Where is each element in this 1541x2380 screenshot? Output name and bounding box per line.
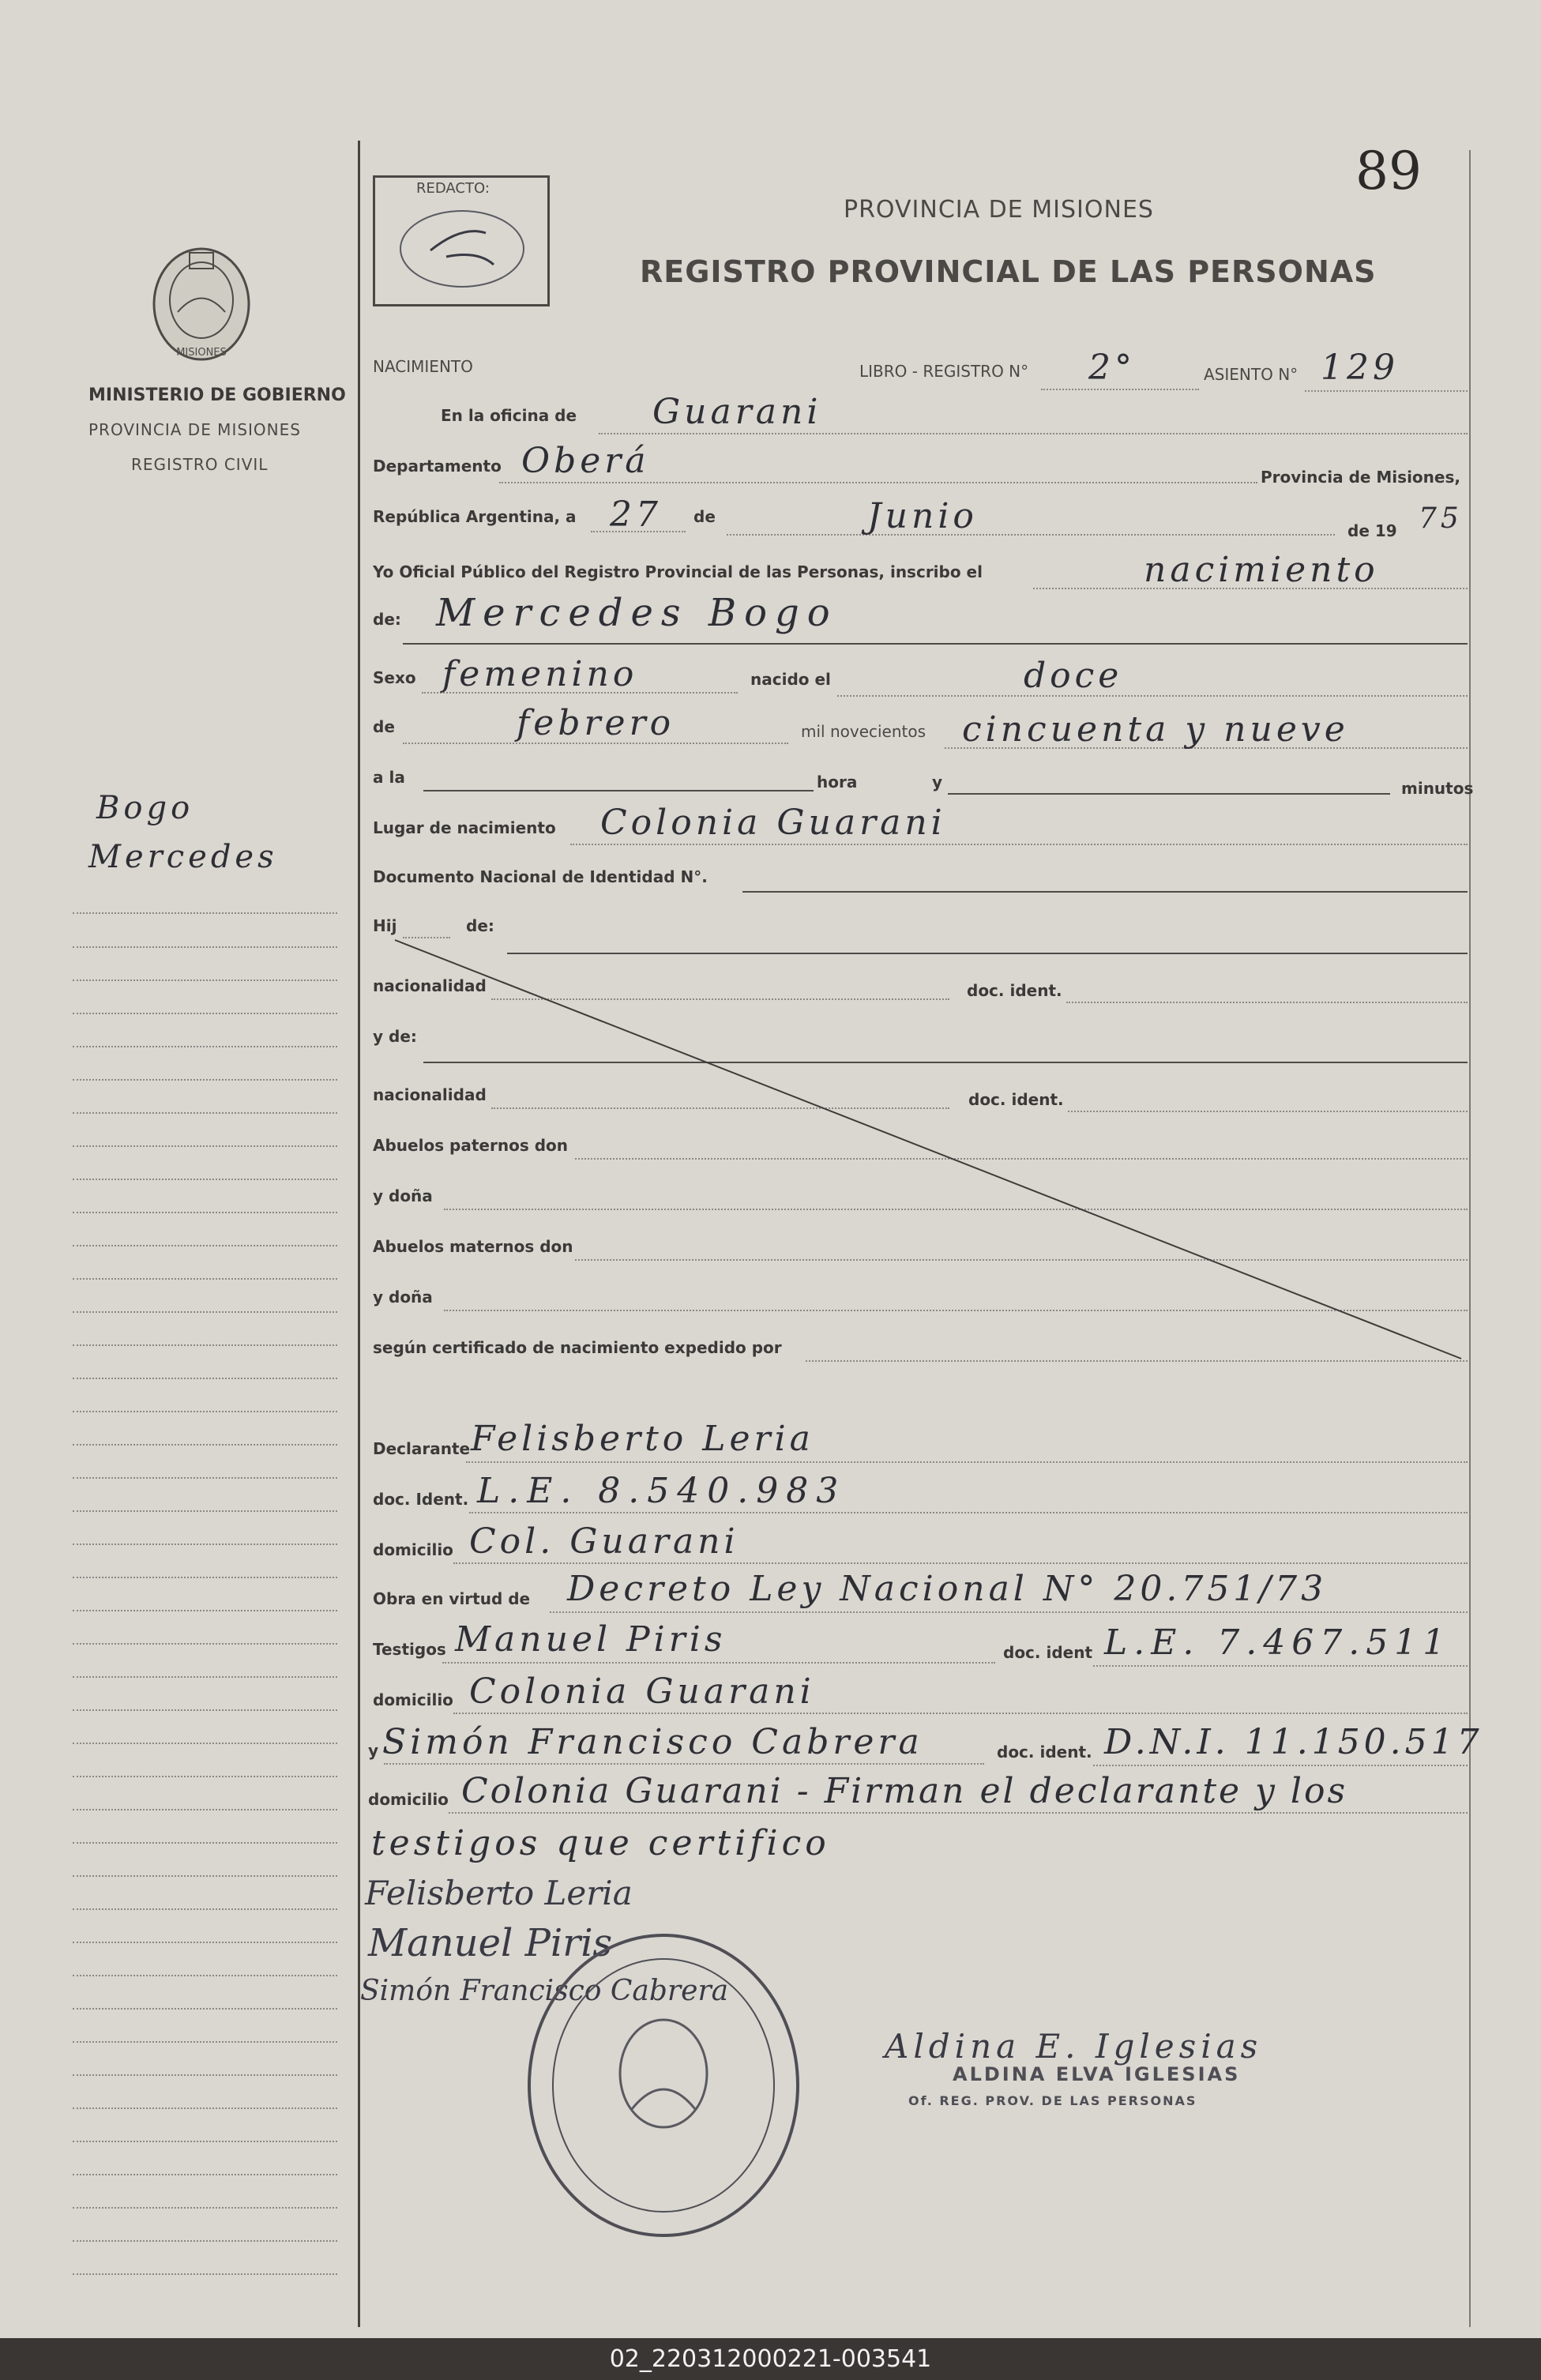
de-label: de <box>693 507 716 526</box>
y-de-label: y de: <box>373 1027 417 1046</box>
crest-seal-text: MISIONES <box>176 347 227 359</box>
official-signature: Aldina E. Iglesias <box>885 2027 1263 2066</box>
de2-label: de: <box>373 610 401 629</box>
signature-testigo1: Manuel Piris <box>368 1921 613 1965</box>
hij-label: Hij <box>373 916 397 935</box>
signature-testigo2: Simón Francisco Cabrera <box>360 1975 729 2007</box>
testigo1-doc-value: L.E. 7.467.511 <box>1104 1622 1452 1663</box>
asiento-label: ASIENTO N° <box>1204 365 1299 384</box>
doc-ident-decl-value: L.E. 8.540.983 <box>477 1471 847 1511</box>
mes-value: Junio <box>867 496 978 536</box>
provincia-suffix: Provincia de Misiones, <box>1261 468 1460 487</box>
segun-label: según certificado de nacimiento expedido por <box>373 1338 782 1357</box>
official-stamp-title: Of. REG. PROV. DE LAS PERSONAS <box>908 2093 1197 2108</box>
lugar-label: Lugar de nacimiento <box>373 818 556 837</box>
sexo-label: Sexo <box>373 668 416 687</box>
asiento-value: 129 <box>1321 348 1399 388</box>
redacto-mark-icon <box>391 201 533 296</box>
libro-value: 2° <box>1088 348 1136 388</box>
file-id-footer: 02_220312000221-003541 <box>0 2338 1541 2380</box>
page-number: 89 <box>1355 141 1422 201</box>
lugar-value: Colonia Guarani <box>600 803 946 843</box>
doc-ident-t1-label: doc. ident <box>1003 1643 1093 1662</box>
a-la-label: a la <box>373 768 405 787</box>
signature-declarante: Felisberto Leria <box>365 1874 633 1912</box>
right-border-line <box>1469 150 1471 2327</box>
domicilio-decl-label: domicilio <box>373 1540 453 1559</box>
inscribo-value: nacimiento <box>1144 550 1379 590</box>
crest-emblem-icon <box>142 237 261 371</box>
anio-value: 75 <box>1419 502 1463 535</box>
abuelos-maternos-label: Abuelos maternos don <box>373 1237 573 1256</box>
yo-oficial-label: Yo Oficial Público del Registro Provincial de las Personas, inscribo el <box>373 562 983 581</box>
nacionalidad-label-2: nacionalidad <box>373 1085 487 1104</box>
declarante-label: Declarante <box>373 1439 471 1458</box>
testigo2-doc-value: D.N.I. 11.150.517 <box>1104 1722 1483 1762</box>
nacido-dia-value: doce <box>1024 656 1123 696</box>
crest-province: PROVINCIA DE MISIONES <box>88 420 301 439</box>
section-label: NACIMIENTO <box>373 357 473 376</box>
domicilio-t1-label: domicilio <box>373 1690 453 1709</box>
nacido-mes-value: febrero <box>517 703 675 743</box>
margin-note-surname: Bogo <box>96 790 194 826</box>
doc-ident-label-2: doc. ident. <box>968 1090 1064 1109</box>
y2-label: y <box>368 1741 379 1760</box>
official-seal-icon <box>521 1927 806 2243</box>
doc-ident-decl-label: doc. Ident. <box>373 1490 469 1509</box>
domicilio-t2-value: Colonia Guarani - Firman el declarante y los <box>461 1771 1348 1811</box>
continuation-value: testigos que certifico <box>371 1823 830 1863</box>
domicilio-decl-value: Col. Guarani <box>469 1521 739 1562</box>
anio-label: de 19 <box>1347 521 1397 540</box>
strike-line <box>387 932 1469 1367</box>
y-dona-label-1: y doña <box>373 1186 433 1205</box>
oficina-label: En la oficina de <box>441 406 577 425</box>
obra-label: Obra en virtud de <box>373 1589 531 1608</box>
hora-label: hora <box>817 773 858 791</box>
de3-label: de <box>373 717 395 736</box>
declarante-value: Felisberto Leria <box>471 1419 814 1459</box>
header-registry: REGISTRO PROVINCIAL DE LAS PERSONAS <box>640 254 1377 289</box>
doc-ident-label-1: doc. ident. <box>967 981 1062 1000</box>
dni-label: Documento Nacional de Identidad N°. <box>373 867 708 886</box>
departamento-value: Oberá <box>521 441 650 481</box>
nacido-anio-value: cincuenta y nueve <box>962 709 1349 750</box>
crest-registry: REGISTRO CIVIL <box>131 455 269 474</box>
nombre-value: Mercedes Bogo <box>436 591 838 635</box>
domicilio-t1-value: Colonia Guarani <box>469 1671 815 1712</box>
testigo1-value: Manuel Piris <box>455 1619 727 1660</box>
nacionalidad-label-1: nacionalidad <box>373 976 487 995</box>
nacido-label: nacido el <box>750 670 831 689</box>
margin-note-name: Mercedes <box>88 839 278 875</box>
redacto-label: REDACTO: <box>416 180 490 197</box>
domicilio-t2-label: domicilio <box>368 1790 449 1809</box>
departamento-label: Departamento <box>373 457 502 476</box>
crest-ministry: MINISTERIO DE GOBIERNO <box>88 385 346 405</box>
y-dona-label-2: y doña <box>373 1288 433 1307</box>
minutos-label: minutos <box>1401 779 1474 798</box>
official-stamp-name: ALDINA ELVA IGLESIAS <box>953 2063 1241 2085</box>
oficina-value: Guarani <box>652 392 822 432</box>
sexo-value: femenino <box>442 654 638 694</box>
testigos-label: Testigos <box>373 1640 446 1659</box>
y-label: y <box>932 773 943 791</box>
dia-value: 27 <box>610 494 662 535</box>
testigo2-value: Simón Francisco Cabrera <box>382 1722 923 1762</box>
doc-ident-t2-label: doc. ident. <box>997 1743 1092 1762</box>
mil-label: mil novecientos <box>801 722 926 741</box>
obra-value: Decreto Ley Nacional N° 20.751/73 <box>567 1569 1328 1609</box>
header-province: PROVINCIA DE MISIONES <box>844 196 1154 224</box>
redacto-box <box>373 175 550 306</box>
de4-label: de: <box>466 916 494 935</box>
republica-label: República Argentina, a <box>373 507 577 526</box>
libro-label: LIBRO - REGISTRO N° <box>859 362 1029 381</box>
abuelos-paternos-label: Abuelos paternos don <box>373 1136 569 1155</box>
